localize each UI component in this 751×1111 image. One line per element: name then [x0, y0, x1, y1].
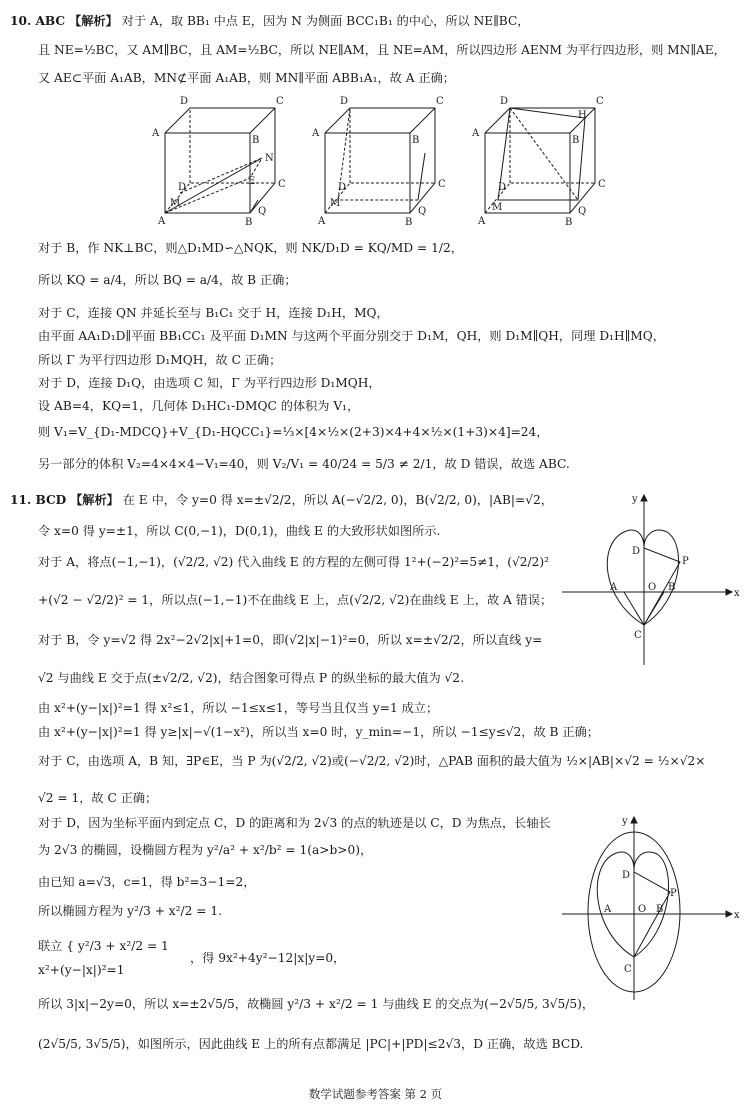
point-C-label: C [634, 630, 642, 641]
svg-text:D: D [498, 182, 507, 193]
svg-text:A: A [158, 216, 166, 227]
q10-line-5: 所以 KQ = a/4，所以 BQ = a/4，故 B 正确； [38, 273, 297, 287]
q11-line-5: 对于 B，令 y=√2 得 2x²−2√2|x|+1=0，即(√2|x|−1)²=0，所以 x=±√2/2，所以直线 y= [38, 633, 543, 647]
x-axis-arrow [726, 589, 732, 595]
svg-text:N: N [265, 153, 274, 164]
q10-line-4: 对于 B，作 NK⊥BC，则△D₁MD∽△NQK，则 NK/D₁D = KQ/MD = 1/2， [38, 241, 463, 255]
svg-text:C: C [278, 179, 286, 190]
q10-line-9: 对于 D，连接 D₁Q，由选项 C 知，Γ 为平行四边形 D₁MQH， [38, 376, 381, 390]
svg-text:C: C [436, 96, 444, 107]
origin-label: O [648, 582, 657, 593]
svg-text:C: C [438, 179, 446, 190]
q11-line-7: 由 x²+(y−|x|)²=1 得 x²≤1，所以 −1≤x≤1，等号当且仅当 y=1 成立； [38, 701, 439, 715]
point-C-label-2: C [624, 964, 632, 975]
svg-text:A: A [318, 216, 326, 227]
point-B-label: B [668, 582, 676, 593]
page-footer: 数学试题参考答案 第 2 页 [308, 1087, 443, 1101]
svg-text:A: A [312, 128, 320, 139]
q11-line-9: 对于 C，由选项 A，B 知，∃P∈E，当 P 为(√2/2, √2)或(−√2/2, √2)时，△PAB 面积的最大值为 ½×|AB|×√2 = ½×√2× [38, 754, 706, 768]
q11-line-2: 令 x=0 得 y=±1，所以 C(0,−1)，D(0,1)，曲线 E 的大致形状如图所示. [38, 524, 441, 538]
x-axis-arrow-2 [726, 911, 732, 917]
svg-text:M: M [170, 198, 181, 209]
q11-line-6: √2 与曲线 E 交于点(±√2/2, √2)，结合图象可得点 P 的纵坐标的最大值为 √2. [38, 671, 464, 685]
q10-line-2: 且 NE=½BC，又 AM∥BC，且 AM=½BC，所以 NE∥AM，且 NE=AM，所以四边形 AENM 为平行四边形，则 MN∥AE， [38, 43, 726, 57]
q11-line-16: 所以 3|x|−2y=0，所以 x=±2√5/5，故椭圆 y²/3 + x²/2 = 1 与曲线 E 的交点为(−2√5/5, 3√5/5)， [38, 997, 595, 1011]
origin-label-2: O [638, 904, 647, 915]
q10-line-11: 则 V₁=V_{D₁-MDCQ}+V_{D₁-HQCC₁}=⅓×[4×½×(2+3)×4+4×½×(1+3)×4]=24， [38, 425, 549, 439]
q11-tag: 【解析】 [70, 493, 119, 507]
q11-line-1 [10, 492, 553, 508]
q10-number: 10. ABC [10, 14, 66, 28]
svg-text:B: B [412, 135, 420, 146]
svg-text:M: M [492, 202, 503, 213]
cube-figures [140, 88, 640, 230]
q11-text-1: 在 E 中，令 y=0 得 x=±√2/2，所以 A(−√2/2, 0)，B(√2/2, 0)，|AB|=√2， [122, 493, 553, 507]
q10-line-1 [10, 13, 530, 29]
svg-text:D: D [338, 182, 347, 193]
q10-tag: 【解析】 [69, 14, 118, 28]
q11-line-11: 对于 D，因为坐标平面内到定点 C，D 的距离和为 2√3 的点的轨迹是以 C，D 为焦点，长轴长 [38, 816, 551, 830]
q10-text-1: 对于 A，取 BB₁ 中点 E，因为 N 为侧面 BCC₁B₁ 的中心，所以 NE∥BC， [121, 14, 530, 28]
cube-figure-1 [165, 108, 275, 213]
q10-line-6: 对于 C，连接 QN 并延长至与 B₁C₁ 交于 H，连接 D₁H，MQ， [38, 306, 389, 320]
svg-text:C: C [598, 179, 606, 190]
svg-text:B: B [252, 135, 260, 146]
svg-text:M: M [330, 198, 341, 209]
q11-line-15a: 联立 { y²/3 + x²/2 = 1 [38, 939, 169, 953]
svg-text:B: B [572, 135, 580, 146]
heart-curve-plot [562, 490, 742, 670]
curve-E [607, 530, 678, 625]
svg-text:D: D [340, 96, 349, 107]
q11-line-17: (2√5/5, 3√5/5)，如图所示，因此曲线 E 上的所有点都满足 |PC|+|PD|≤2√3，D 正确，故选 BCD. [38, 1037, 584, 1051]
y-axis-arrow [641, 495, 647, 501]
svg-text:C: C [276, 96, 284, 107]
svg-text:E: E [248, 176, 256, 187]
svg-text:A: A [472, 128, 480, 139]
svg-text:B: B [405, 217, 413, 228]
q11-line-12: 为 2√3 的椭圆，设椭圆方程为 y²/a² + x²/b² = 1(a>b>0)， [38, 843, 373, 857]
svg-text:B: B [245, 217, 253, 228]
svg-text:D: D [178, 182, 187, 193]
svg-text:B: B [565, 217, 573, 228]
q11-line-15b: x²+(y−|x|)²=1 [38, 963, 125, 977]
svg-text:C: C [596, 96, 604, 107]
q10-line-3: 又 AE⊂平面 A₁AB，MN⊄平面 A₁AB，则 MN∥平面 ABB₁A₁，故 A 正确； [38, 71, 455, 85]
svg-text:D: D [180, 96, 189, 107]
svg-text:A: A [478, 216, 486, 227]
ellipse-curve-plot [562, 812, 742, 1004]
svg-text:Q: Q [258, 206, 267, 217]
q10-line-10: 设 AB=4，KQ=1，几何体 D₁HC₁-DMQC 的体积为 V₁， [38, 399, 360, 413]
cube-figure-3 [485, 108, 595, 213]
q11-line-14: 所以椭圆方程为 y²/3 + x²/2 = 1. [38, 904, 222, 918]
y-label: y [632, 494, 638, 505]
x-label: x [734, 588, 740, 599]
q11-number: 11. BCD [10, 493, 67, 507]
svg-text:Q: Q [578, 206, 587, 217]
x-label-2: x [734, 910, 740, 921]
svg-text:D: D [500, 96, 509, 107]
y-axis-arrow-2 [631, 817, 637, 823]
cube-labels-2 [311, 96, 446, 228]
q10-line-8: 所以 Γ 为平行四边形 D₁MQH，故 C 正确； [38, 353, 282, 367]
cube-figure-2 [325, 108, 435, 213]
svg-text:Q: Q [418, 206, 427, 217]
svg-text:H: H [578, 110, 587, 121]
point-A-label-2: A [604, 904, 612, 915]
point-D-label-2: D [622, 870, 631, 881]
q11-line-3: 对于 A，将点(−1,−1)，(√2/2, √2) 代入曲线 E 的方程的左侧可得 1²+(−2)²=5≠1，(√2/2)² [38, 555, 550, 569]
q10-line-7: 由平面 AA₁D₁D∥平面 BB₁CC₁ 及平面 D₁MN 与这两个平面分别交于 D₁M，QH，则 D₁M∥QH，同理 D₁H∥MQ， [38, 329, 665, 343]
q11-line-4: +(√2 − √2/2)² = 1，所以点(−1,−1)不在曲线 E 上，点(√2/2, √2)在曲线 E 上，故 A 错误； [38, 593, 553, 607]
point-B-label-2: B [656, 904, 664, 915]
q11-line-13: 由已知 a=√3，c=1，得 b²=3−1=2， [38, 875, 256, 889]
cube-labels-3 [471, 96, 606, 228]
point-D-label: D [632, 546, 641, 557]
q11-line-15c: ，得 9x²+4y²−12|x|y=0， [190, 951, 346, 965]
q11-line-10: √2 = 1，故 C 正确； [38, 791, 158, 805]
point-P-label: P [682, 556, 689, 567]
q10-line-12: 另一部分的体积 V₂=4×4×4−V₁=40，则 V₂/V₁ = 40/24 = 5/3 ≠ 2/1，故 D 错误，故选 ABC. [38, 457, 570, 471]
point-P-label-2: P [670, 888, 677, 899]
svg-text:A: A [152, 128, 160, 139]
point-A-label: A [610, 582, 618, 593]
q11-line-8: 由 x²+(y−|x|)²=1 得 y≥|x|−√(1−x²)，所以当 x=0 时，y_min=−1，所以 −1≤y≤√2，故 B 正确； [38, 725, 599, 739]
cube-labels-1 [151, 96, 286, 228]
y-label-2: y [622, 816, 628, 827]
